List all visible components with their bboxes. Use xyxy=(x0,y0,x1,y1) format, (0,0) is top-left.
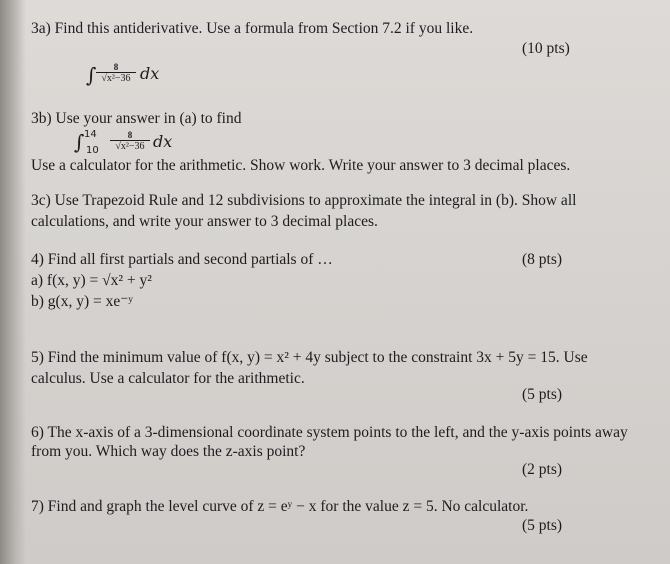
page-shadow xyxy=(0,0,26,564)
q3a-dx: dx xyxy=(140,64,160,83)
q7-points: (5 pts) xyxy=(522,517,563,534)
q4-text: 4) Find all first partials and second partials of … xyxy=(31,251,333,268)
q3b-dx: dx xyxy=(153,132,173,151)
q3c-line2: calculations, and write your answer to 3 decimal places. xyxy=(31,213,378,230)
q3b-integral-icon: ∫ xyxy=(74,130,85,154)
q3b-numerator: 8 xyxy=(127,130,133,140)
q5-line2: calculus. Use a calculator for the arithmetic. xyxy=(31,370,305,387)
q3c-line1: 3c) Use Trapezoid Rule and 12 subdivisions to approximate the integral in (b). Show all xyxy=(31,192,577,209)
q3a-denominator: √x²−36 xyxy=(101,73,131,84)
q6-points: (2 pts) xyxy=(522,461,563,478)
q3a-text: 3a) Find this antiderivative. Use a formula from Section 7.2 if you like. xyxy=(31,20,474,37)
q3a-fraction xyxy=(96,62,136,85)
q3a-numerator: 8 xyxy=(113,62,119,72)
q3a-points: (10 pts) xyxy=(522,40,570,57)
q3b-upper-limit: 14 xyxy=(84,129,97,140)
q3b-lower-limit: 10 xyxy=(86,145,99,156)
q6-line2: from you. Which way does the z-axis point? xyxy=(31,443,306,460)
q3b-text: 3b) Use your answer in (a) to find xyxy=(31,110,242,127)
q3b-fraction xyxy=(110,130,150,153)
q5-points: (5 pts) xyxy=(522,386,563,403)
q4-part-b: b) g(x, y) = xe⁻ʸ xyxy=(31,293,134,310)
q4-points: (8 pts) xyxy=(522,251,563,268)
q3a-integral-icon: ∫ xyxy=(86,63,97,87)
q3b-denominator: √x²−36 xyxy=(115,141,145,152)
q6-line1: 6) The x-axis of a 3-dimensional coordinate system points to the left, and the y-axis points away xyxy=(31,424,628,441)
q4-part-a: a) f(x, y) = √x² + y² xyxy=(31,272,152,289)
q3b-instruction: Use a calculator for the arithmetic. Show work. Write your answer to 3 decimal places. xyxy=(31,157,571,174)
q5-line1: 5) Find the minimum value of f(x, y) = x² + 4y subject to the constraint 3x + 5y = 15. Use xyxy=(31,349,588,366)
q7-text: 7) Find and graph the level curve of z = eʸ − x for the value z = 5. No calculator. xyxy=(31,498,529,515)
